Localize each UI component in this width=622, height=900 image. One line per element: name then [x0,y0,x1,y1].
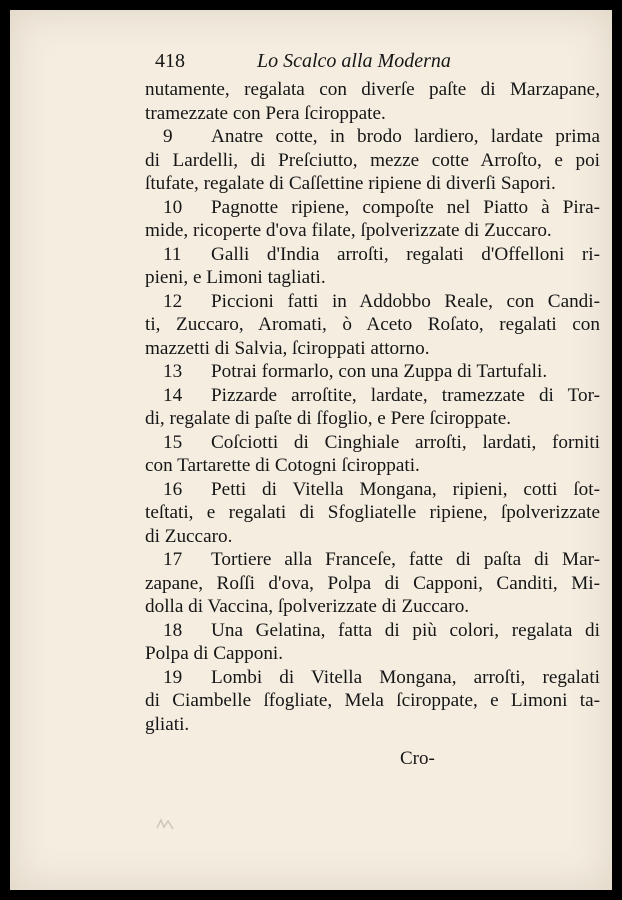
page-text-block [145,50,600,736]
book-page [10,10,612,890]
text-line [145,196,600,220]
text-line [145,243,600,267]
line-text: Galli d'India arroſti, regalati d'Offelloni ri- [211,243,600,265]
catchword: Cro- [400,748,435,769]
running-title: Lo Scalco alla Moderna [257,50,451,72]
text-line [145,595,600,619]
text-line [145,407,600,431]
text-line [145,454,600,478]
line-text: Una Gelatina, fatta di più colori, regalata di [211,619,600,641]
text-line [145,172,600,196]
line-text: di, regalate di paſte di ſfoglio, e Pere ſciroppate. [145,408,512,429]
item-number: 12 [163,290,183,312]
line-text: ti, Zuccaro, Aromati, ò Aceto Roſato, regalati con [145,314,600,335]
line-text: Polpa di Capponi. [145,643,284,664]
item-number: 10 [163,196,183,218]
line-text: Coſciotti di Cinghiale arroſti, lardati, forniti [211,431,600,453]
text-line [145,572,600,596]
line-text: Piccioni fatti in Addobbo Reale, con Candi- [211,290,600,312]
text-line [145,102,600,126]
line-text: dolla di Vaccina, ſpolverizzate di Zuccaro. [145,596,470,617]
line-text: Lombi di Vitella Mongana, arroſti, regalati [211,666,600,688]
line-text: ſtufate, regalate di Caſſettine ripiene di diverſi Sapori. [145,173,556,194]
line-text: teſtati, e regalati di Sfogliatelle ripiene, ſpolverizzate [145,502,600,523]
text-line [145,548,600,572]
line-text: mazzetti di Salvia, ſciroppati attorno. [145,337,430,359]
line-text: zapane, Roſſi d'ova, Polpa di Capponi, Canditi, Mi- [145,572,600,594]
text-line [145,219,600,243]
line-text: nutamente, regalata con diverſe paſte di Marzapane, [145,79,600,100]
line-text: Pizzarde arroſtite, lardate, tramezzate di Tor- [211,384,600,406]
line-text: di Lardelli, di Preſciutto, mezze cotte Arroſto, e poi [145,149,600,171]
page-header [145,50,600,78]
item-number: 11 [163,243,182,265]
text-line [145,713,600,737]
line-text: pieni, e Limoni tagliati. [145,267,326,288]
text-line [145,689,600,713]
text-line [145,290,600,314]
text-line [145,619,600,643]
item-number: 18 [163,619,183,641]
text-line [145,125,600,149]
text-line [145,337,600,361]
item-number: 13 [163,361,183,382]
text-line [145,431,600,455]
ink-blot [155,818,175,832]
item-number: 9 [163,126,173,147]
text-line [145,666,600,690]
item-number: 14 [163,384,183,406]
line-text: Anatre cotte, in brodo lardiero, lardate prima [211,126,600,147]
text-line [145,360,600,384]
line-text: mide, ricoperte d'ova filate, ſpolverizzate di Zuccaro. [145,220,552,241]
item-number: 16 [163,478,183,500]
line-text: Pagnotte ripiene, compoſte nel Piatto à Pira- [211,196,600,218]
text-line [145,149,600,173]
item-number: 19 [163,666,183,688]
text-line [145,642,600,666]
text-line [145,478,600,502]
page-number: 418 [155,50,185,72]
text-line [145,501,600,525]
body-text [145,78,600,736]
text-line [145,313,600,337]
line-text: gliati. [145,713,190,735]
text-line [145,384,600,408]
text-line [145,525,600,549]
line-text: Petti di Vitella Mongana, ripieni, cotti ſot- [211,478,600,500]
item-number: 15 [163,431,183,453]
line-text: Potrai formarlo, con una Zuppa di Tartufali. [211,361,548,382]
line-text: di Zuccaro. [145,525,233,547]
line-text: con Tartarette di Cotogni ſciroppati. [145,455,420,476]
line-text: di Ciambelle ſfogliate, Mela ſciroppate, e Limoni ta- [145,690,600,711]
text-line [145,78,600,102]
item-number: 17 [163,549,183,570]
line-text: tramezzate con Pera ſciroppate. [145,102,386,124]
text-line [145,266,600,290]
line-text: Tortiere alla Franceſe, fatte di paſta di Mar- [211,549,600,570]
